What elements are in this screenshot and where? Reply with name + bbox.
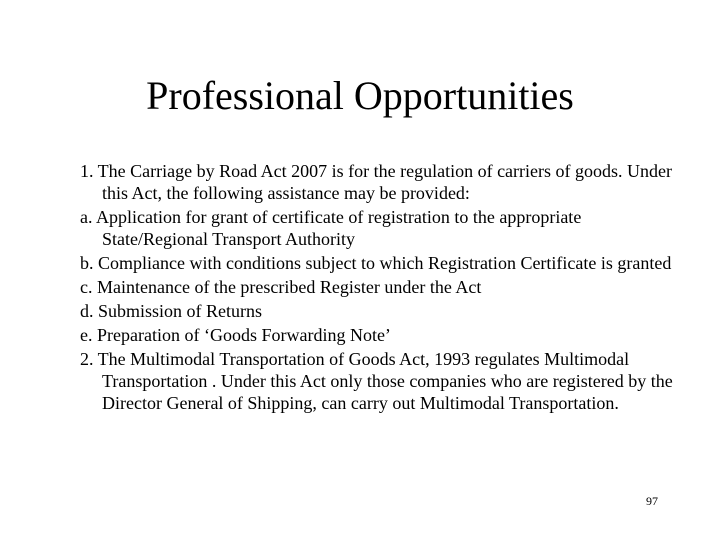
content-list [80, 160, 680, 416]
list-item-1: 1. The Carriage by Road Act 2007 is for the regulation of carriers of goods. Under this Act, the following assistance may be provided: [80, 161, 673, 203]
slide-title: Professional Opportunities [146, 73, 574, 118]
list-item-c: c. Maintenance of the prescribed Register under the Act [80, 277, 482, 297]
page-number: 97 [646, 494, 658, 508]
list-item-2: 2. The Multimodal Transportation of Goods Act, 1993 regulates Multimodal Transportation . Under this Act only those companies who are registered by the Director General of Shipping, can carry out Multimodal Transportation. [80, 349, 673, 413]
list-item-a: a. Application for grant of certificate of registration to the appropriate State/Regional Transport Authority [80, 207, 582, 249]
list-item-d: d. Submission of Returns [80, 301, 263, 321]
list-item-e: e. Preparation of ‘Goods Forwarding Note’ [80, 325, 391, 345]
list-item-b: b. Compliance with conditions subject to which Registration Certificate is granted [80, 253, 672, 273]
